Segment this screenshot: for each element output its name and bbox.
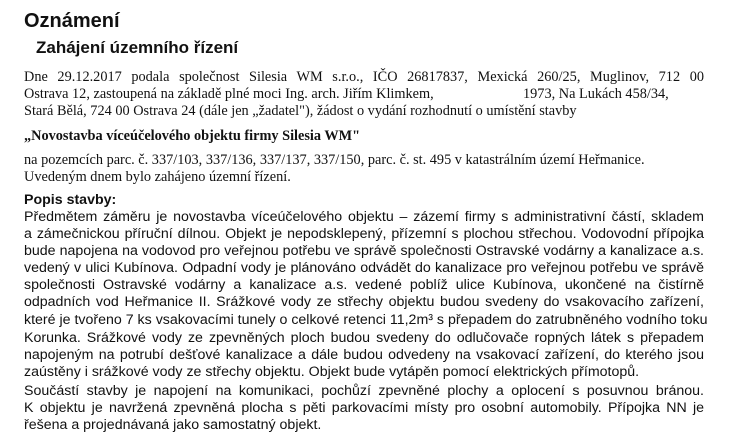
intro-line-1: Dne 29.12.2017 podala společnost Silesia WM s.r.o., IČO 26817837, Mexická 260/25, Muglinov, 712 00: [24, 69, 704, 85]
description-line: společnosti Ostravské vodárny a kanalizace a.s. vedené poblíž ulice Kubínova, ukončené na čistírně: [24, 277, 704, 293]
description-line: bude napojena na vodovod pro veřejnou potřebu ve správě společnosti Ostravské vodárny a kanalizace a.s.: [24, 243, 704, 259]
intro-line-2: Ostrava 12, zastoupená na základě plné moci Ing. arch. Jiřím Klimkem,: [24, 86, 434, 102]
intro-line-2-end: 1973, Na Lukách 458/34,: [523, 86, 669, 102]
intro-line-3: Stará Bělá, 724 00 Ostrava 24 (dále jen „žadatel"), žádost o vydání rozhodnutí o umístění stavby: [24, 103, 577, 119]
location-line-2: Uvedeným dnem bylo zahájeno územní řízení.: [24, 169, 291, 185]
location-line-1: na pozemcích parc. č. 337/103, 337/136, 337/137, 337/150, parc. č. st. 495 v katastrálním území Heřmanice.: [24, 152, 645, 168]
description-line: napojeným na potrubí dešťové kanalizace a dále budou odvedeny na vsakovací zařízení, do kterého jsou: [24, 347, 704, 363]
description-heading: Popis stavby:: [24, 192, 117, 208]
project-name: „Novostavba víceúčelového objektu firmy Silesia WM": [24, 128, 361, 144]
description-line: Součástí stavby je napojení na komunikaci, pochůzí zpevněné plochy a oplocení s posuvnou bránou.: [24, 383, 704, 399]
description-line: které je tvořeno 7 ks vsakovacími tunely o celkové retenci 11,2m³ s přepadem do zatrubněného vodního toku: [24, 312, 708, 328]
notice-subtitle: Zahájení územního řízení: [36, 38, 239, 57]
description-line: odpadních vod Heřmanice II. Srážkové vody ze střechy objektu budou svedeny do vsakovacího zařízení,: [24, 294, 704, 310]
description-line: a zámečnickou příruční dílnou. Objekt je nepodsklepený, přízemní s plochou střechou. Vodovodní přípojka: [24, 226, 704, 242]
description-line: K objektu je navržená zpevněná plocha s pěti parkovacími místy pro osobní automobily. Přípojka NN je: [24, 400, 704, 416]
description-line: řešena a projednávaná jako samostatný objekt.: [24, 417, 322, 433]
description-line: vedený v ulici Kubínova. Odpadní vody je plánováno odvádět do kanalizace pro veřejnou potřebu ve správě: [24, 260, 704, 276]
description-line: Korunka. Srážkové vody ze zpevněných ploch budou svedeny do odlučovače ropných látek s přepadem: [24, 330, 704, 346]
description-line: Předmětem záměru je novostavba víceúčelového objektu – zázemí firmy s administrativní částí, skladem: [24, 209, 704, 225]
description-line: zaústěny i srážkové vody ze střechy objektu. Objekt bude vytápěn pomocí elektrických přímotopů.: [24, 364, 640, 380]
notice-title: Oznámení: [24, 10, 120, 32]
